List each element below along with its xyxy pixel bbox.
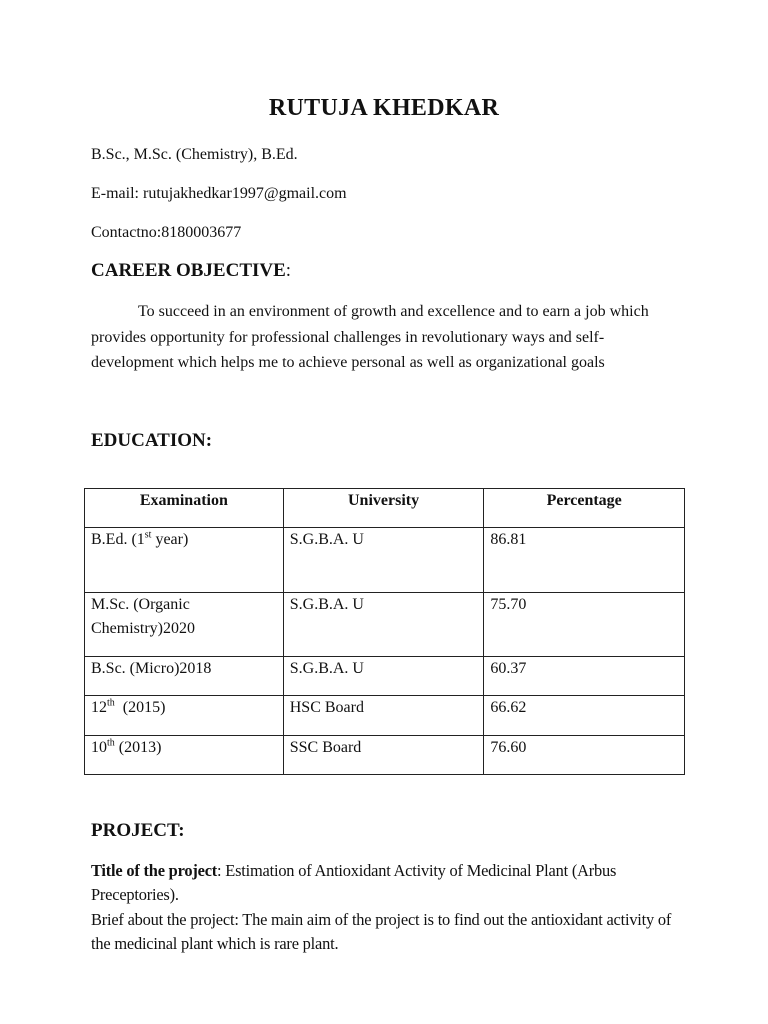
percentage-cell: 60.37 — [484, 657, 685, 696]
university-cell: HSC Board — [283, 696, 484, 736]
exam-superscript: st — [144, 529, 152, 541]
exam-superscript: th — [107, 737, 115, 749]
contact-number: Contactno:8180003677 — [91, 224, 242, 241]
exam-text-line-2: Chemistry)2020 — [91, 620, 195, 637]
exam-text-suffix: year) — [151, 531, 189, 548]
exam-cell — [85, 528, 284, 593]
email: E-mail: rutujakhedkar1997@gmail.com — [91, 185, 347, 202]
exam-cell — [85, 696, 284, 736]
project-heading: PROJECT: — [91, 820, 185, 841]
exam-cell — [85, 593, 284, 657]
table-row — [85, 593, 685, 657]
career-objective-colon: : — [285, 260, 292, 281]
career-objective-heading — [91, 260, 291, 282]
exam-cell — [85, 736, 284, 775]
column-header-university: University — [283, 489, 484, 528]
project-title-text: : Estimation of Antioxidant Activity of Medicinal Plant (Arbus Preceptories). — [91, 861, 617, 904]
career-objective-text: To succeed in an environment of growth and excellence and to earn a job which provides opportunity for professional challenges in revolutionary ways and self-development which helps me to achieve personal as well as organizational goals — [91, 303, 649, 371]
percentage-cell: 86.81 — [484, 528, 685, 593]
education-table — [84, 488, 685, 775]
university-cell: SSC Board — [283, 736, 484, 775]
exam-text-suffix: (2013) — [114, 739, 162, 756]
university-cell: S.G.B.A. U — [283, 593, 484, 657]
project-brief: Brief about the project: The main aim of the project is to find out the antioxidant activity of the medicinal plant which is rare plant. — [91, 910, 672, 953]
percentage-cell: 66.62 — [484, 696, 685, 736]
career-objective-heading-text: CAREER OBJECTIVE — [91, 260, 286, 281]
percentage-cell: 75.70 — [484, 593, 685, 657]
exam-cell: B.Sc. (Micro)2018 — [85, 657, 284, 696]
education-heading: EDUCATION: — [91, 430, 213, 451]
column-header-examination: Examination — [85, 489, 284, 528]
table-header-row — [85, 489, 685, 528]
candidate-name: RUTUJA KHEDKAR — [268, 95, 500, 121]
qualifications: B.Sc., M.Sc. (Chemistry), B.Ed. — [91, 146, 298, 163]
university-cell: S.G.B.A. U — [283, 657, 484, 696]
table-row — [85, 657, 685, 696]
table-row — [85, 528, 685, 593]
exam-text: 12 — [91, 699, 107, 716]
table-row — [85, 696, 685, 736]
exam-text-line-1: M.Sc. (Organic — [91, 596, 190, 613]
table-row — [85, 736, 685, 775]
exam-superscript: th — [107, 697, 115, 709]
percentage-cell: 76.60 — [484, 736, 685, 775]
exam-text: B.Ed. (1 — [91, 531, 145, 548]
column-header-percentage: Percentage — [484, 489, 685, 528]
university-cell: S.G.B.A. U — [283, 528, 484, 593]
exam-text: 10 — [91, 739, 107, 756]
project-title-label: Title of the project — [91, 861, 218, 880]
project-title — [91, 859, 691, 907]
exam-text-suffix: (2015) — [114, 699, 166, 716]
